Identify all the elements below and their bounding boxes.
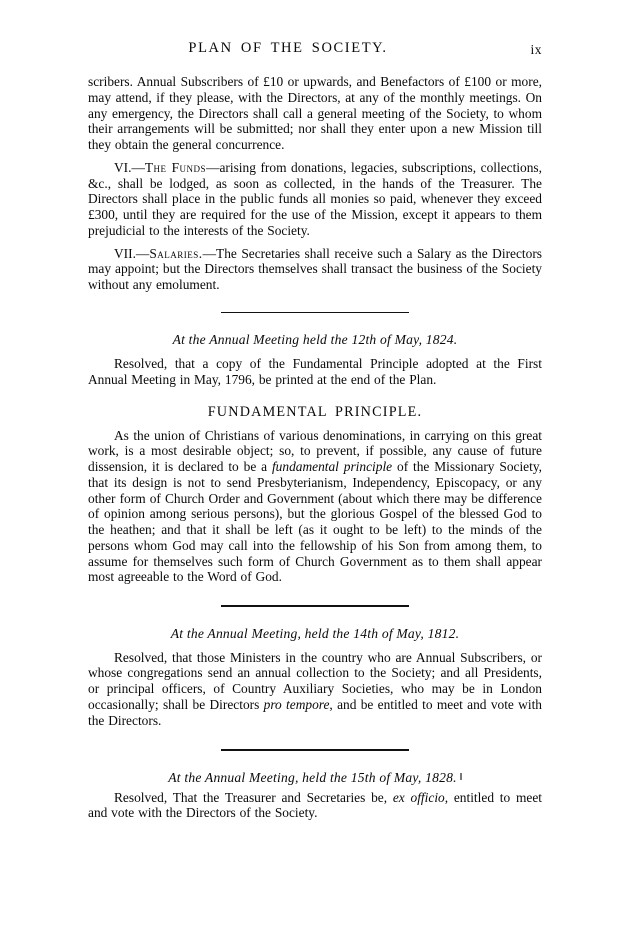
heading-meeting-1828: [88, 769, 542, 787]
divider-rule: [221, 749, 409, 750]
spacer: [88, 607, 542, 625]
section-funds-text: —arising from donations, legacies, subscriptions, collections, &c., shall be lodged, as soon as collected, in the hands of the Treasurer. The Directors shall place in the public funds all monies so paid, whenever they exceed £300, until they are required for the use of the Mission, except it appears to them prejudicial to the interests of the Society.: [88, 159, 542, 238]
heading-meeting-1812: [88, 625, 542, 643]
section-title-the-funds: The Funds: [144, 159, 207, 175]
divider-rule: [221, 605, 409, 606]
paragraph-fundamental-principle: [88, 428, 542, 586]
scan-artifact-speck: [460, 773, 462, 780]
spacer: [88, 585, 542, 605]
spacer: [88, 153, 542, 160]
paragraph-continued: scribers. Annual Subscribers of £10 or upwards, and Benefactors of £100 or more, may attend, if they please, with the Directors, at any of the monthly meetings. On any emergency, the Directors shall call a general meeting of the Society, to whom their arrangements will be submitted; nor shall they enter upon a new Mission till they obtain the general concurrence.: [88, 74, 542, 152]
paragraph-section-salaries: [88, 246, 542, 293]
spacer: [88, 293, 542, 312]
page-title: PLAN OF THE SOCIETY.: [188, 40, 388, 56]
spacer: [88, 751, 542, 769]
res1812-part1: Resolved, that those Ministers in the country who are Annual Subscribers, or whose congregations send an annual collection to the Society; and all Presidents, or principal officers, of Country Auxiliary Societies, who may be in London occasionally; shall be Directors: [88, 649, 542, 712]
fp-text-part2: of the Missionary Society, that its design is not to send Presbyterianism, Independency, Episcopacy, or any other form of Church Order and Government (about which there may be difference of opinion among serious persons), but the glorious Gospel of the blessed God to the heathen; and that it shall be left (as it ought to be left) to the minds of the persons whom God may call into the fellowship of his Son from among them, to assume for themselves such form of Church Government as to them shall appear most agreeable to the Word of God.: [88, 459, 543, 585]
res1828-part2: , entitled to meet and vote with the Directors of the Society.: [88, 789, 542, 821]
paragraph-resolution-1824: Resolved, that a copy of the Fundamental Principle adopted at the First Annual Meeting in May, 1796, be printed at the end of the Plan.: [88, 356, 542, 387]
heading-1828-date: 15th of May, 1828.: [350, 769, 457, 785]
spacer: [88, 239, 542, 246]
section-salaries-text: —The Secretaries shall receive such a Salary as the Directors may appoint; but the Directors themselves shall transact the business of the Society without any emolument.: [88, 245, 542, 292]
spacer: [88, 349, 542, 356]
heading-1812-italic: At the Annual Meeting, held the: [170, 625, 354, 641]
heading-1824-italic: At the Annual Meeting held the: [172, 332, 352, 348]
spacer: [88, 313, 542, 331]
section-title-salaries: Salaries.: [149, 245, 203, 261]
heading-meeting-1824: [88, 331, 542, 349]
res1828-italic-phrase: ex officio: [392, 789, 445, 805]
spacer: [88, 728, 542, 749]
paragraph-resolution-1828: [88, 790, 542, 822]
heading-1812-date: 14th of May, 1812.: [353, 625, 460, 641]
heading-1828-italic: At the Annual Meeting, held the: [168, 769, 351, 785]
page-body: [88, 74, 542, 821]
section-numeral-vi: VI.—: [114, 159, 145, 175]
heading-fundamental-principle: FUNDAMENTAL PRINCIPLE.: [207, 403, 423, 420]
section-numeral-vii: VII.—: [114, 245, 150, 261]
fp-italic-phrase: fundamental principle: [271, 459, 393, 475]
divider-rule: [221, 312, 409, 313]
page-number: ix: [530, 42, 542, 57]
paragraph-section-funds: [88, 160, 542, 239]
res1828-part1: Resolved, That the Treasurer and Secretaries be,: [114, 789, 393, 805]
fp-text-part1: As the union of Christians of various denominations, in carrying on this great work, is a most desirable object; so, to prevent, if possible, any cause of future dissension, it is declared to be a: [88, 427, 542, 475]
res1812-italic-phrase: pro tempore: [263, 696, 330, 712]
running-head: [88, 40, 542, 60]
paragraph-resolution-1812: [88, 650, 542, 729]
spacer: [88, 643, 542, 650]
heading-1824-date: 12th of May, 1824.: [351, 332, 458, 348]
res1812-part2: , and be entitled to meet and vote with the Directors.: [88, 696, 542, 728]
spacer: [88, 388, 542, 402]
